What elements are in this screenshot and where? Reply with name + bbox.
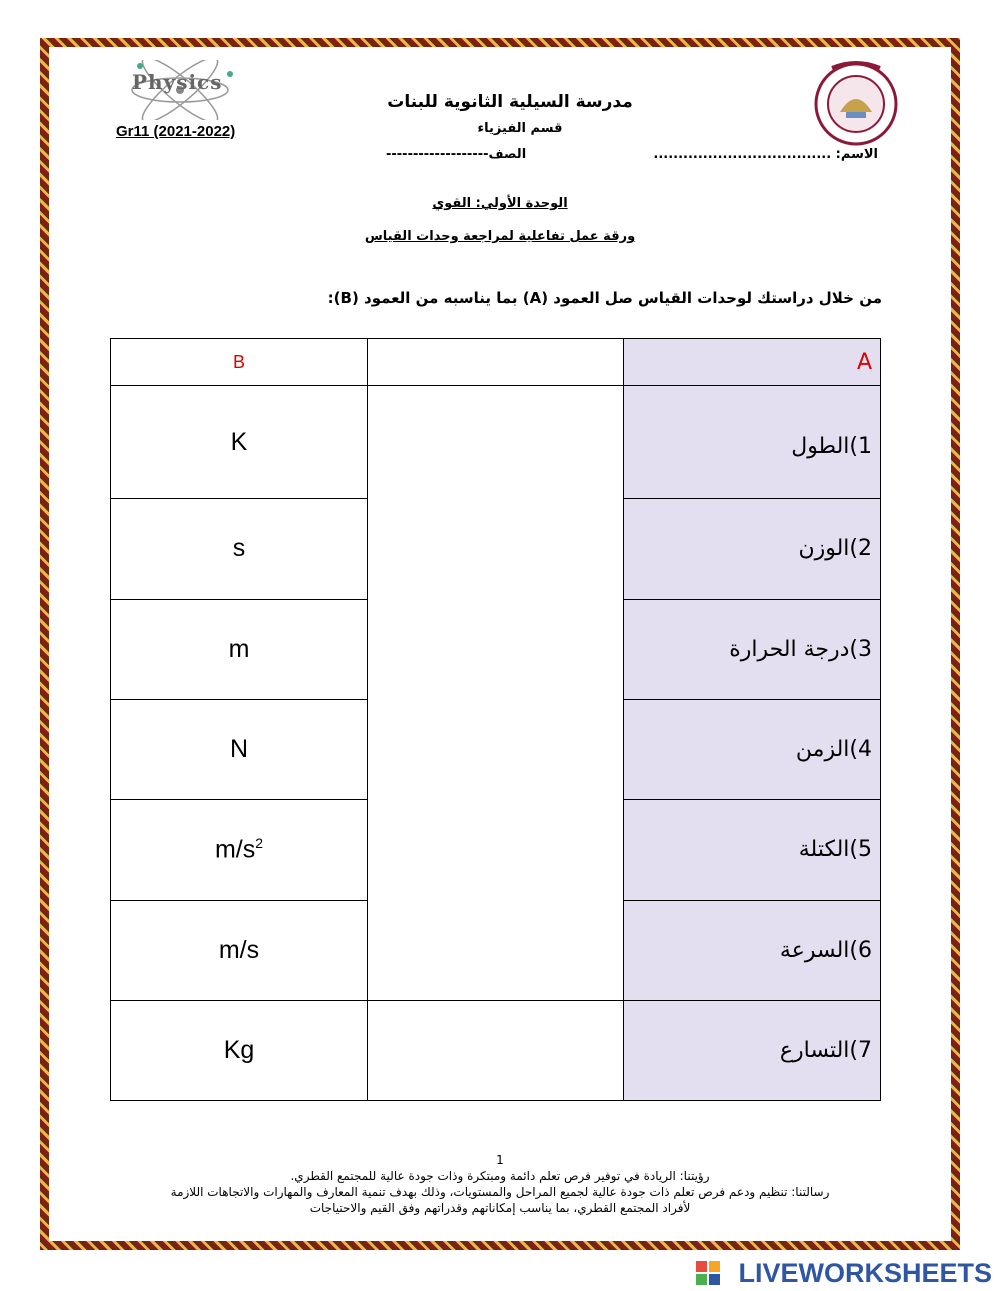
matching-table bbox=[110, 338, 881, 1101]
unit-option[interactable] bbox=[111, 799, 368, 900]
liveworksheets-brand[interactable]: LIVEWORKSHEETS bbox=[738, 1258, 992, 1288]
department-name: قسم الفيزياء bbox=[477, 121, 563, 136]
page-footer bbox=[100, 1152, 900, 1216]
unit-title: الوحدة الأولي: القوي bbox=[432, 196, 568, 211]
worksheet-title: ورقة عمل تفاعلية لمراجعة وحدات القياس bbox=[364, 229, 636, 244]
quantity-item[interactable]: 5)الكتلة bbox=[624, 799, 881, 900]
quantity-item[interactable]: 6)السرعة bbox=[624, 900, 881, 1000]
table-row bbox=[111, 1000, 881, 1100]
unit-option[interactable]: K bbox=[111, 386, 368, 499]
quantity-item[interactable]: 2)الوزن bbox=[624, 499, 881, 599]
grade-label: Gr11 (2021-2022) bbox=[116, 123, 236, 140]
unit-text: m/s bbox=[214, 835, 256, 864]
quantity-item[interactable]: 7)التسارع bbox=[624, 1000, 881, 1100]
physics-logo-text: Physics bbox=[132, 70, 223, 94]
match-drawing-area[interactable] bbox=[368, 386, 624, 1001]
match-area-cell[interactable] bbox=[368, 1000, 624, 1100]
liveworksheets-logo-icon bbox=[696, 1261, 720, 1285]
quantity-item[interactable]: 3)درجة الحرارة bbox=[624, 599, 881, 699]
quantity-item[interactable]: 4)الزمن bbox=[624, 699, 881, 799]
school-name: مدرسة السيلية الثانوية للبنات bbox=[387, 92, 633, 112]
column-b-header: B bbox=[111, 339, 368, 386]
mission-statement-line-1: رسالتنا: تنظيم ودعم فرص تعلم ذات جودة عالية لجميع المراحل والمستويات، وذلك بهدف تنمية المعارف والمهارات والاتجاهات اللازمة bbox=[170, 1185, 830, 1199]
physics-logo bbox=[118, 60, 248, 120]
match-area-header bbox=[368, 339, 624, 386]
unit-option[interactable]: Kg bbox=[111, 1000, 368, 1100]
table-row bbox=[111, 386, 881, 499]
column-a-header: A bbox=[624, 339, 881, 386]
table-header-row bbox=[111, 339, 881, 386]
unit-option[interactable]: N bbox=[111, 699, 368, 799]
student-name-field[interactable]: الاسم: .................................... bbox=[653, 147, 878, 162]
vision-statement: رؤيتنا: الريادة في توفير فرص تعلم دائمة ومبتكرة وذات جودة عالية للمجتمع القطري. bbox=[290, 1169, 710, 1183]
ministry-emblem-icon bbox=[802, 56, 910, 148]
unit-option[interactable]: s bbox=[111, 499, 368, 599]
class-field[interactable]: الصف------------------- bbox=[386, 147, 527, 162]
unit-option[interactable]: m bbox=[111, 599, 368, 699]
unit-option[interactable]: m/s bbox=[111, 900, 368, 1000]
unit-exponent: 2 bbox=[255, 835, 264, 852]
page-number: 1 bbox=[496, 1153, 504, 1167]
instruction-text: من خلال دراستك لوحدات القياس صل العمود (A) بما يناسبه من العمود (B): bbox=[327, 289, 882, 307]
ministry-seal bbox=[802, 56, 910, 148]
mission-statement-line-2: لأفراد المجتمع القطري، بما يناسب إمكاناتهم وقدراتهم وفق القيم والاحتياجات bbox=[309, 1201, 691, 1215]
quantity-item[interactable]: 1)الطول bbox=[624, 386, 881, 499]
